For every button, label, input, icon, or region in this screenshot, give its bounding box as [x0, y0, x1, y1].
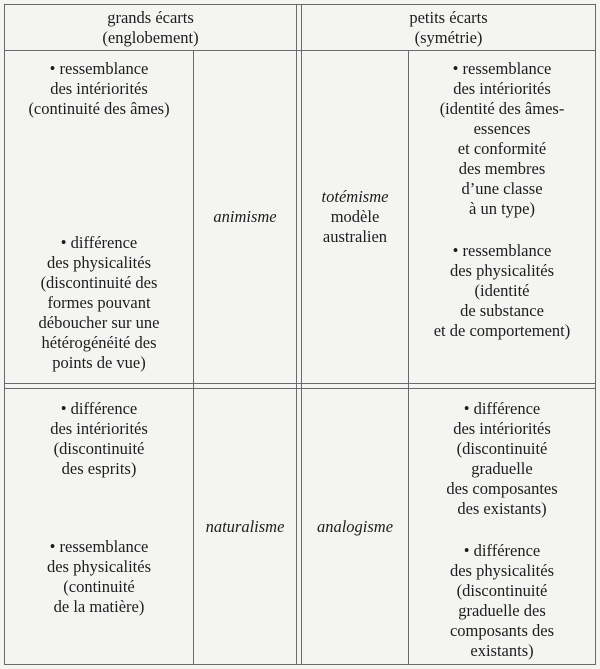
header-left-line-2: (englobement): [102, 27, 199, 47]
header-petits-ecarts: [302, 5, 595, 50]
center-divider-a: [296, 4, 297, 665]
table-border-bottom: [4, 664, 596, 665]
middle-divider-b: [4, 388, 596, 389]
header-left-line-1: grands écarts: [107, 7, 194, 27]
animisme-descriptions: • ressemblance des intériorités (continuité des âmes) • différence des physicalités (discontinuité des formes pouvant déboucher sur une hétérogénéité des points de vue): [28, 59, 170, 372]
header-right-line-2: (symétrie): [414, 27, 483, 47]
totemisme-descriptions: • ressemblance des intériorités (identité des âmes- essences et conformité des membres d’une classe à un type) • ressemblance des physicalités (identité de substance et de comportement): [433, 59, 571, 340]
naturalisme-descriptions: • différence des intériorités (discontinuité des esprits) • ressemblance des physicalités (continuité de la matière): [46, 399, 152, 616]
table-border-right: [595, 4, 596, 665]
analogisme-label: analogisme: [316, 516, 394, 536]
naturalisme-label: naturalisme: [205, 516, 285, 536]
header-divider: [4, 50, 596, 51]
header-right-line-1: petits écarts: [409, 7, 488, 27]
middle-divider-a: [4, 383, 596, 384]
totemisme-label: totémisme modèle australien: [321, 187, 389, 246]
analogisme-descriptions: • différence des intériorités (discontinuité graduelle des composantes des existants) • différence des physicalités (discontinuité graduelle des composants des existants): [446, 399, 558, 660]
header-grands-ecarts: [5, 5, 296, 50]
animisme-label: animisme: [213, 207, 277, 226]
